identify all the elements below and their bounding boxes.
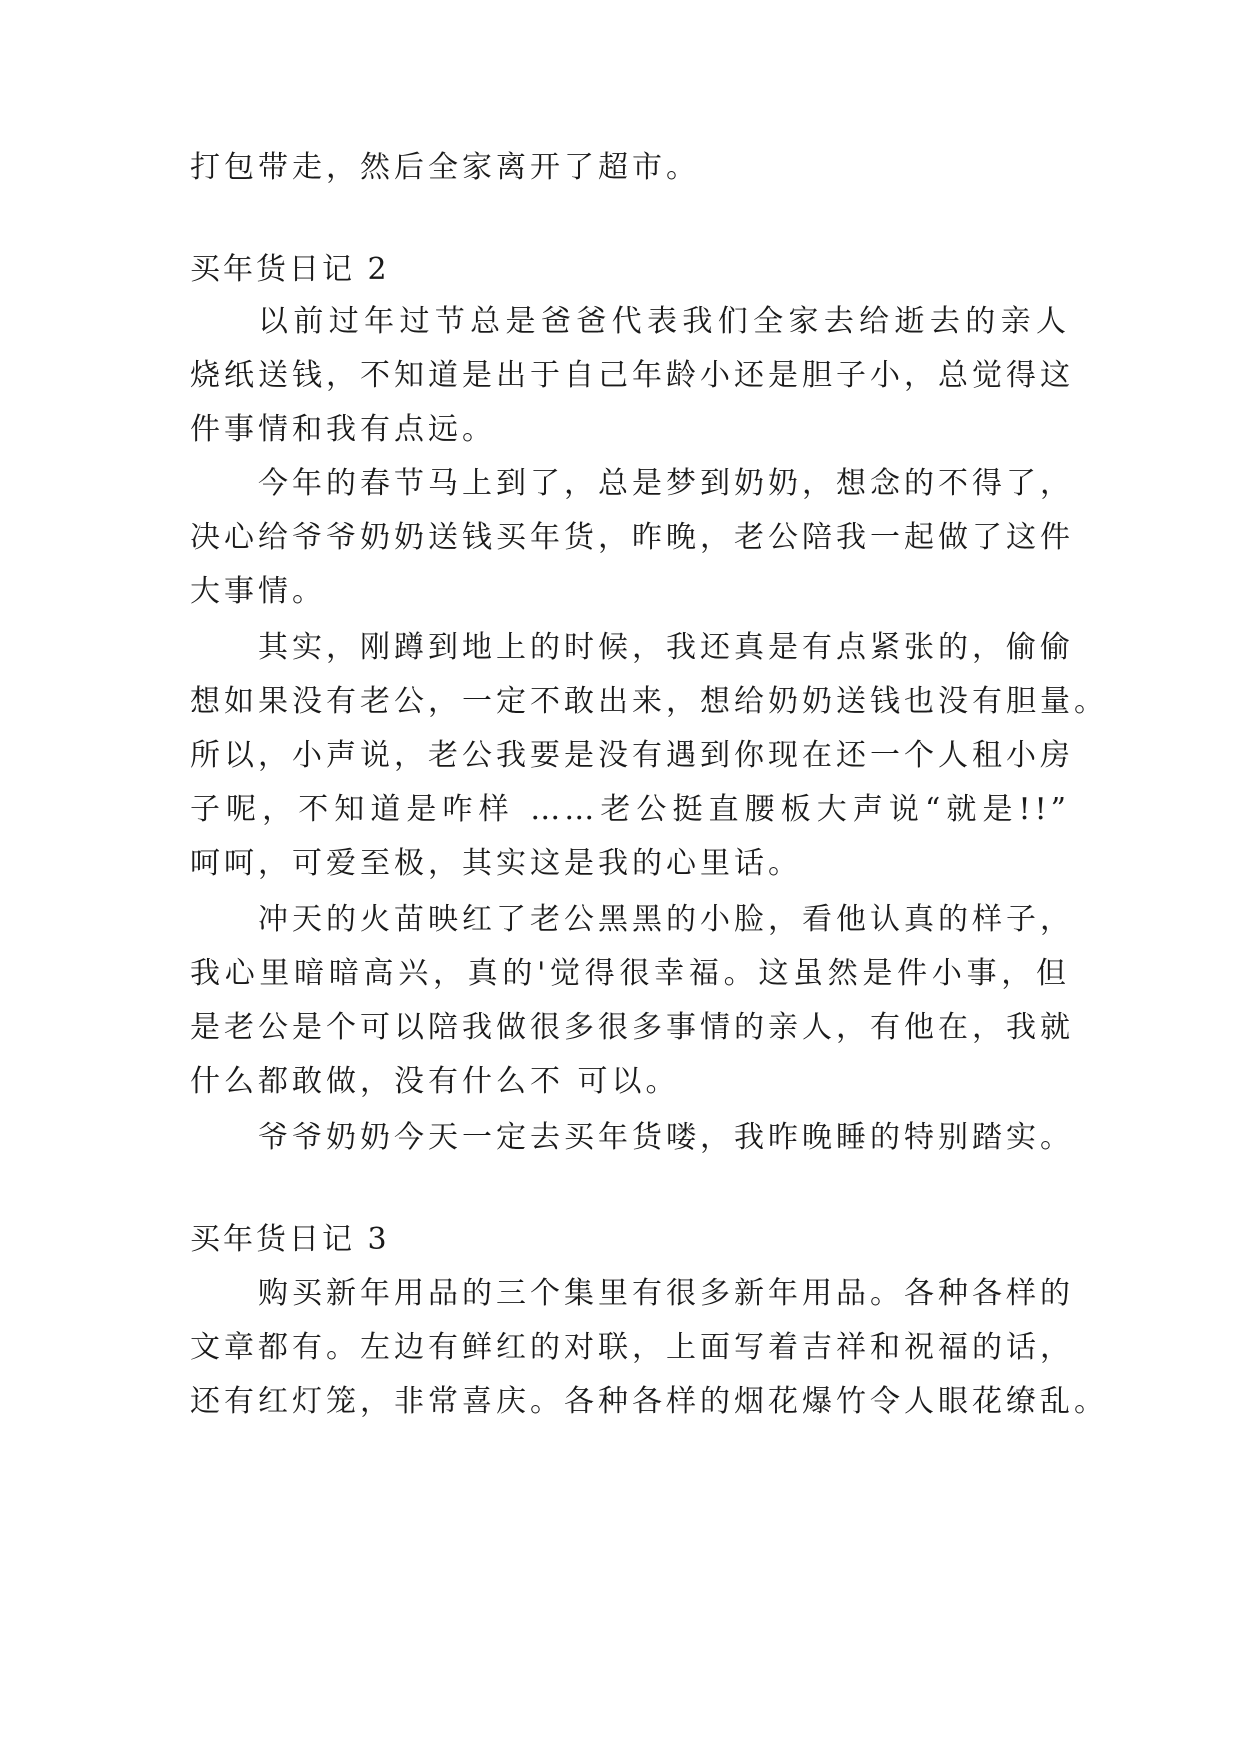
paragraph-line: 以前过年过节总是爸爸代表我们全家去给逝去的亲人 — [258, 304, 1070, 339]
paragraph-line: 文章都有。左边有鲜红的对联，上面写着吉祥和祝福的话， — [190, 1330, 1074, 1365]
paragraph-line: 什么都敢做，没有什么不 可以。 — [190, 1064, 680, 1099]
paragraph-line: 今年的春节马上到了，总是梦到奶奶，想念的不得了， — [258, 466, 1074, 501]
paragraph-line: 我心里暗暗高兴，真的'觉得很幸福。这虽然是件小事，但 — [190, 956, 1070, 991]
paragraph-line: 所以，小声说，老公我要是没有遇到你现在还一个人租小房 — [190, 738, 1074, 773]
paragraph-line: 子呢，不知道是咋样 ……老公挺直腰板大声说“就是!!” — [190, 792, 1070, 827]
paragraph-line: 还有红灯笼，非常喜庆。各种各样的烟花爆竹令人眼花缭乱。 — [190, 1384, 1108, 1419]
section-heading-2: 买年货日记 2 — [190, 252, 390, 287]
paragraph-line: 想如果没有老公，一定不敢出来，想给奶奶送钱也没有胆量。 — [190, 684, 1108, 719]
paragraph-line: 件事情和我有点远。 — [190, 412, 496, 447]
paragraph-line: 大事情。 — [190, 574, 326, 609]
paragraph-line: 冲天的火苗映红了老公黑黑的小脸，看他认真的样子， — [258, 902, 1074, 937]
paragraph-line: 打包带走，然后全家离开了超市。 — [190, 150, 700, 185]
paragraph-line: 购买新年用品的三个集里有很多新年用品。各种各样的 — [258, 1276, 1074, 1311]
paragraph-line: 烧纸送钱，不知道是出于自己年龄小还是胆子小，总觉得这 — [190, 358, 1074, 393]
paragraph-line: 其实，刚蹲到地上的时候，我还真是有点紧张的，偷偷 — [258, 630, 1074, 665]
paragraph-line: 决心给爷爷奶奶送钱买年货，昨晚，老公陪我一起做了这件 — [190, 520, 1074, 555]
paragraph-line: 是老公是个可以陪我做很多很多事情的亲人，有他在，我就 — [190, 1010, 1074, 1045]
section-heading-3: 买年货日记 3 — [190, 1222, 390, 1257]
paragraph-line: 呵呵，可爱至极，其实这是我的心里话。 — [190, 846, 802, 881]
paragraph-line: 爷爷奶奶今天一定去买年货喽，我昨晚睡的特别踏实。 — [258, 1120, 1074, 1155]
